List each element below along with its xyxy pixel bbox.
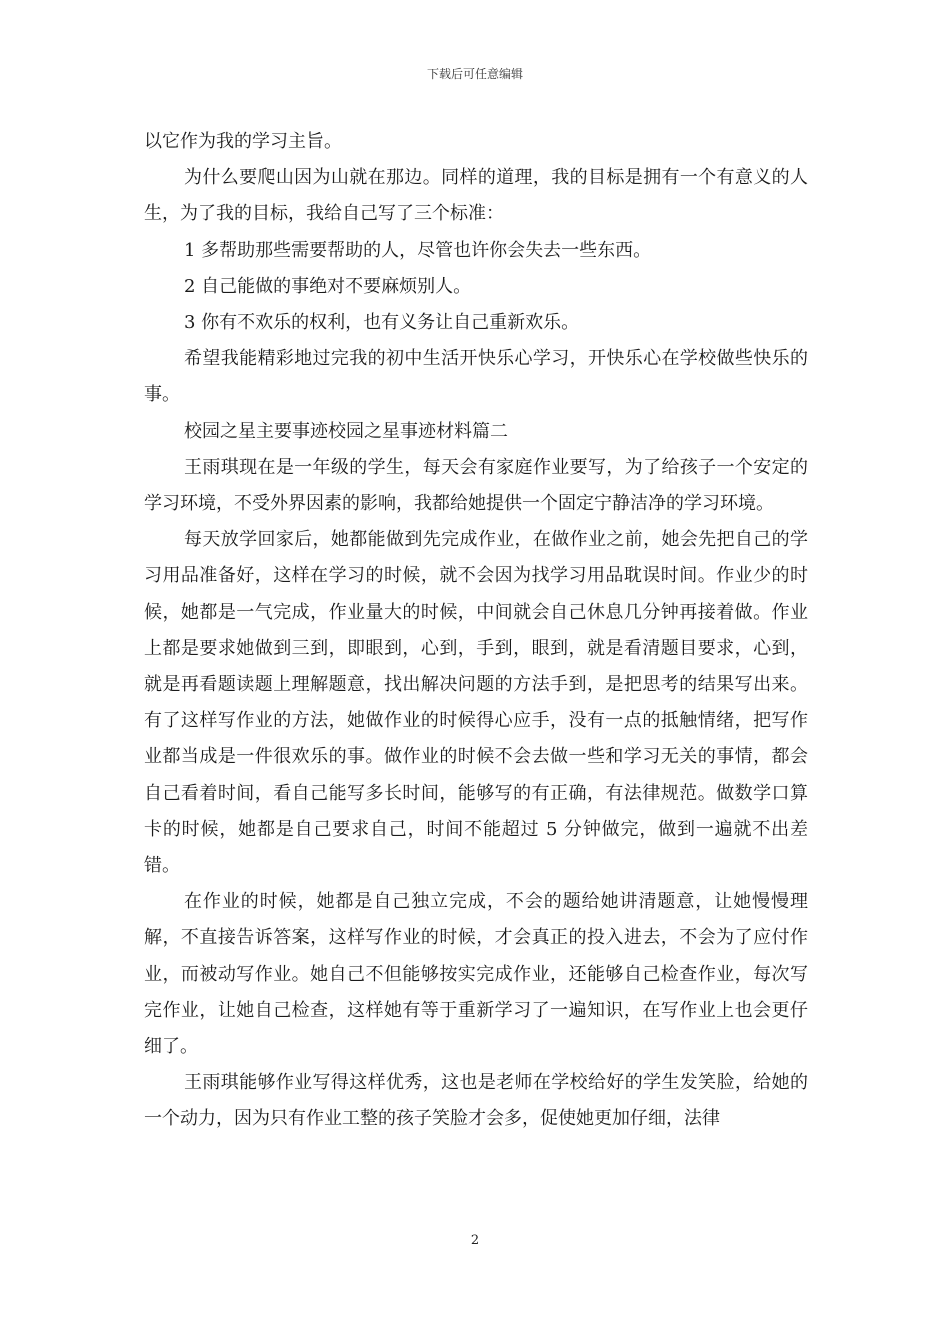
list-item: 1 多帮助那些需要帮助的人，尽管也许你会失去一些东西。 (184, 239, 652, 261)
paragraph: 王雨琪能够作业写得这样优秀，这也是老师在学校给好的学生发笑脸，给她的一个动力，因为只有作业工整的孩子笑脸才会多，促使她更加仔细，法律 (144, 1072, 808, 1130)
paragraph: 为什么要爬山因为山就在那边。同样的道理，我的目标是拥有一个有意义的人生，为了我的目标，我给自己写了三个标准： (144, 167, 808, 225)
list-item: 3 你有不欢乐的权利，也有义务让自己重新欢乐。 (184, 312, 580, 334)
paragraph: 以它作为我的学习主旨。 (144, 131, 342, 152)
paragraph: 在作业的时候，她都是自己独立完成，不会的题给她讲清题意，让她慢慢理解，不直接告诉答案，这样写作业的时候，才会真正的投入进去，不会为了应付作业，而被动写作业。她自己不但能够按实完成作业，还能够自己检查作业，每次写完作业，让她自己检查，这样她有等于重新学习了一遍知识，在写作业上也会更仔细了。 (144, 891, 808, 1058)
paragraph: 王雨琪现在是一年级的学生，每天会有家庭作业要写，为了给孩子一个安定的学习环境，不受外界因素的影响，我都给她提供一个固定宁静洁净的学习环境。 (144, 456, 808, 515)
list-item: 2 自己能做的事绝对不要麻烦别人。 (184, 275, 472, 297)
document-body (144, 124, 808, 1138)
page-header: 下载后可任意编辑 (426, 67, 523, 81)
paragraph: 希望我能精彩地过完我的初中生活开快乐心学习，开快乐心在学校做些快乐的事。 (144, 348, 808, 406)
section-heading: 校园之星主要事迹校园之星事迹材料篇二 (184, 420, 508, 442)
paragraph: 每天放学回家后，她都能做到先完成作业，在做作业之前，她会先把自己的学习用品准备好，这样在学习的时候，就不会因为找学习用品耽误时间。作业少的时候，她都是一气完成，作业量大的时候，中间就会自己休息几分钟再接着做。作业上都是要求她做到三到，即眼到，心到，手到，眼到，就是看清题目要求，心到，就是再看题读题上理解题意，找出解决问题的方法手到，是把思考的结果写出来。有了这样写作业的方法，她做作业的时候得心应手，没有一点的抵触情绪，把写作业都当成是一件很欢乐的事。做作业的时候不会去做一些和学习无关的事情，都会自己看着时间，看自己能写多长时间，能够写的有正确，有法律规范。做数学口算卡的时候，她都是自己要求自己，时间不能超过 5 分钟做完，做到一遍就不出差错。 (144, 529, 808, 877)
page-number: 2 (470, 1233, 480, 1248)
